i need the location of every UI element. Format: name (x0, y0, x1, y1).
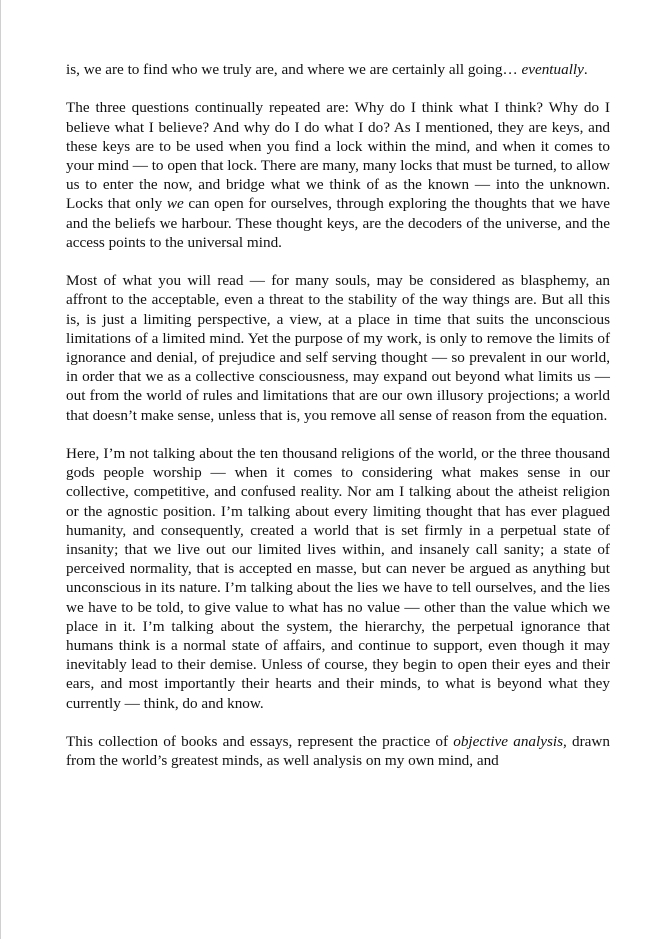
paragraph-4: Here, I’m not talking about the ten thousand religions of the world, or the three thousand gods people worship — when it comes to considering what makes sense in our collective, competitive, and confused reality. Nor am I talking about the atheist religion or the agnostic position. I’m talking about every limiting thought that has ever plagued humanity, and consequently, created a world that is set firmly in a perpetual state of insanity; that we live out our limited lives within, and insanely call sanity; a state of perceived normality, that is accepted en masse, but can never be argued as anything but unconscious in its nature. I’m talking about the lies we have to tell ourselves, and the lies we have to be told, to give value to what has no value — other than the value which we place in it. I’m talking about the system, the hierarchy, the perpetual ignorance that humans think is a normal state of affairs, and continue to support, even though it may inevitably lead to their demise. Unless of course, they begin to open their eyes and their ears, and most importantly their hearts and their minds, to what is beyond what they currently — think, do and know. (66, 445, 610, 712)
paragraph-2-text: The three questions continually repeated are: Why do I think what I think? Why do I believe what I believe? And why do I do what I do? As I mentioned, they are keys, and these keys are to be used when you find a lock within the mind, and when it comes to your mind — to open that lock. There are many, many locks that must be turned, to allow us to enter the now, and bridge what we think of as the known — into the unknown. Locks that only (66, 99, 610, 213)
paragraph-2-end: can open for ourselves, through exploring the thoughts that we have and the beliefs we harbour. These thought keys, are the decoders of the universe, and the access points to the universal mind. (66, 195, 610, 251)
paragraph-2 (66, 98, 610, 252)
paragraph-5-text: This collection of books and essays, represent the practice of (66, 733, 454, 751)
page-body-text (66, 60, 610, 770)
paragraph-5 (66, 732, 610, 770)
paragraph-1 (66, 60, 610, 79)
paragraph-5-end: , drawn from the world’s greatest minds, as well analysis on my own mind, and (66, 733, 610, 770)
paragraph-1-end: . (583, 61, 588, 78)
paragraph-3: Most of what you will read — for many souls, may be considered as blasphemy, an affront to the acceptable, even a threat to the stability of the way things are. But all this is, is just a limiting perspective, a view, at a place in time that suits the unconscious limitations of a limited mind. Yet the purpose of my work, is only to remove the limits of ignorance and denial, of prejudice and self serving thought — so prevalent in our world, in order that we as a collective consciousness, may expand out beyond what limits us — out from the world of rules and limitations that are our own illusory projections; a world that doesn’t make sense, unless that is, you remove all sense of reason from the equation. (66, 272, 610, 424)
paragraph-5-emphasis: objective analysis (453, 733, 564, 751)
paragraph-1-emphasis: eventually (521, 61, 584, 78)
paragraph-2-emphasis: we (166, 195, 184, 213)
paragraph-1-text: is, we are to find who we truly are, and where we are certainly all going… (66, 61, 522, 78)
